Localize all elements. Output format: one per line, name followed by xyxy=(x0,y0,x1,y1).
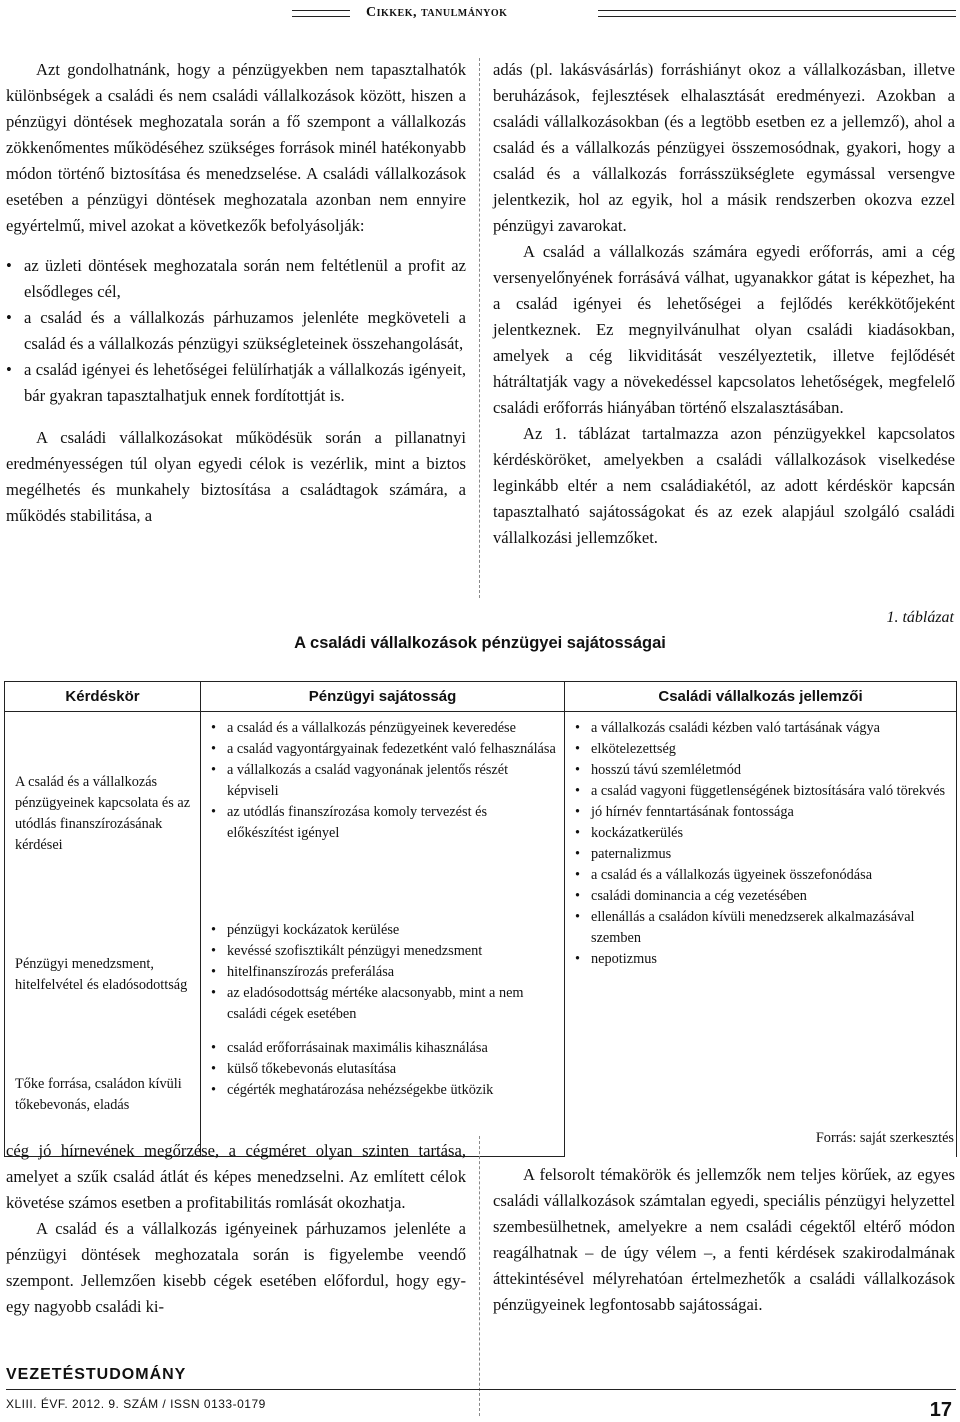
characteristic-item: • elkötelezettség xyxy=(591,739,948,760)
journal-name: VEZETÉSTUDOMÁNY xyxy=(6,1366,187,1383)
feature-item: • a család vagyontárgyainak fedezetként való felhasználása xyxy=(227,739,556,760)
topic-cell: A család és a vállalkozás pénzügyeinek kapcsolata és az utódlás finanszírozásának kérdései xyxy=(5,712,201,917)
table-number: 1. táblázat xyxy=(886,609,954,626)
column-header: Családi vállalkozás jellemzői xyxy=(565,682,957,712)
characteristic-item: • hosszú távú szemléletmód xyxy=(591,760,948,781)
list-item: • a család és a vállalkozás párhuzamos jelenléte megköveteli a család és a vállalkozás pénzügyi szükségleteinek összehangolását, xyxy=(24,305,466,357)
feature-item: • család erőforrásainak maximális kihasználása xyxy=(227,1038,556,1059)
influence-list xyxy=(6,253,466,409)
column-header: Kérdéskör xyxy=(5,682,201,712)
left-column xyxy=(6,57,466,529)
bottom-left-paragraph-1: cég jó hírnevének megőrzése, a cégméret olyan szinten tartása, amelyet a szűk család átlát és képes menedzselni. Az említett célok követése számos esetben a profitabilitás romlását okozhatja. xyxy=(6,1141,466,1212)
characteristic-item: • kockázatkerülés xyxy=(591,823,948,844)
topic-cell: Tőke forrása, családon kívüli tőkebevonás, eladás xyxy=(5,1034,201,1157)
characteristic-item: • a család és a vállalkozás ügyeinek összefonódása xyxy=(591,865,948,886)
left-paragraph-2: A családi vállalkozásokat működésük során a pillanatnyi eredményességen túl olyan egyedi célok is vezérlik, mint a biztos megélhetés és munkahely biztosítása a családtagok számára, a működés stabilitása, a xyxy=(6,428,466,525)
column-header: Pénzügyi sajátosság xyxy=(201,682,565,712)
header-rule-left xyxy=(292,10,350,17)
feature-item: • az eladósodottság mértéke alacsonyabb, mint a nem családi cégek esetében xyxy=(227,983,556,1025)
feature-item: • a család és a vállalkozás pénzügyeinek keveredése xyxy=(227,718,556,739)
characteristic-item: • nepotizmus xyxy=(591,949,948,970)
footer-rule xyxy=(6,1389,956,1390)
header-rule-right xyxy=(598,10,956,17)
list-item: • a család igényei és lehetőségei felülírhatják a vállalkozás igényeit, bár gyakran tapasztalhatjuk ennek fordítottját is. xyxy=(24,357,466,409)
characteristic-item: • jó hírnév fenntartásának fontossága xyxy=(591,802,948,823)
right-paragraph-3: Az 1. táblázat tartalmazza azon pénzügyekkel kapcsolatos kérdésköröket, amelyekben a családi vállalkozások viselkedése leginkább eltér a nem családiakétól, az adott kérdéskör kapcsán tapasztalható sajátosságokat és az ezek alapjául szolgáló családi vállalkozási jellemzőket. xyxy=(493,424,955,547)
feature-item: • kevéssé szofisztikált pénzügyi menedzsment xyxy=(227,941,556,962)
bottom-left-column xyxy=(6,1138,466,1320)
characteristic-item: • családi dominancia a cég vezetésében xyxy=(591,886,948,907)
bottom-right-column xyxy=(493,1162,955,1318)
features-cell xyxy=(201,916,565,1034)
feature-item: • az utódlás finanszírozása komoly tervezést és előkészítést igényel xyxy=(227,802,556,844)
table-source: Forrás: saját szerkesztés xyxy=(815,1130,954,1146)
left-paragraph-1: Azt gondolhatnánk, hogy a pénzügyekben nem tapasztalhatók különbségek a családi és nem családi vállalkozások között, hiszen a pénzügyi döntések meghozatala során a fő szempont a vállalkozás zökkenőmentes működéséhez szükséges források minél hatékonyabb módon történő biztosítása és menedzselése. A családi vállalkozások esetében a pénzügyi döntések meghozatala azonban nem ennyire egyértelmű, mivel azokat a következők befolyásolják: xyxy=(6,60,466,235)
features-cell xyxy=(201,712,565,917)
topic-cell: Pénzügyi menedzsment, hitelfelvétel és eladósodottság xyxy=(5,916,201,1034)
right-column xyxy=(493,57,955,551)
table-header-row xyxy=(5,682,957,712)
table-title: A családi vállalkozások pénzügyei sajátosságai xyxy=(294,634,666,652)
running-header xyxy=(292,6,956,20)
characteristic-item: • a család vagyoni függetlenségének biztosítására való törekvés xyxy=(591,781,948,802)
feature-item: • külső tőkebevonás elutasítása xyxy=(227,1059,556,1080)
column-divider xyxy=(479,1136,480,1416)
feature-item: • pénzügyi kockázatok kerülése xyxy=(227,920,556,941)
feature-item: • cégérték meghatározása nehézségekbe ütközik xyxy=(227,1080,556,1101)
bottom-left-paragraph-2: A család és a vállalkozás igényeinek párhuzamos jelenléte a pénzügyi döntések meghozatala során is figyelembe veendő szempont. Jellemzően kisebb cégek esetében előfordul, hogy egy-egy nagyobb családi ki- xyxy=(6,1219,466,1316)
characteristic-item: • paternalizmus xyxy=(591,844,948,865)
issue-info: XLIII. ÉVF. 2012. 9. SZÁM / ISSN 0133-0179 xyxy=(6,1397,266,1411)
list-item: • az üzleti döntések meghozatala során nem feltétlenül a profit az elsődleges cél, xyxy=(24,253,466,305)
feature-item: • a vállalkozás a család vagyonának jelentős részét képviseli xyxy=(227,760,556,802)
bottom-right-paragraph-1: A felsorolt témakörök és jellemzők nem teljes körűek, az egyes családi vállalkozások számtalan egyedi, speciális pénzügyi helyzettel szembesülhetnek, amelyekre a nem családi cégektől eltérő módon reagálhatnak – de úgy vélem –, a fenti kérdések szakirodalmának áttekintésével mélyrehatóan értelmezhetők a családi vállalkozások pénzügyeinek legfontosabb sajátosságai. xyxy=(493,1165,955,1314)
finance-table xyxy=(4,681,957,1157)
table-row xyxy=(5,712,957,917)
characteristic-item: • a vállalkozás családi kézben való tartásának vágya xyxy=(591,718,948,739)
feature-item: • hitelfinanszírozás preferálása xyxy=(227,962,556,983)
right-paragraph-2: A család a vállalkozás számára egyedi erőforrás, ami a cég versenyelőnyének forrásává válhat, ugyanakkor gátat is képezhet, ha a család igényei és lehetőségei a fejlődés kerékkötőjeként jelentkeznek. Ez megnyilvánulhat olyan családi kiadásokban, amelyek a cég likviditását veszélyeztetik, illetve fejlődését hátráltatják vagy a növekedéssel kapcsolatos lehetőségek, megfelelő családi erőforrás hiányában történő elszalasztásában. xyxy=(493,242,955,417)
characteristic-item: • ellenállás a családon kívüli menedzserek alkalmazásával szemben xyxy=(591,907,948,949)
column-divider xyxy=(479,58,480,598)
right-paragraph-1: adás (pl. lakásvásárlás) forráshiányt okoz a vállalkozásban, illetve beruházások, fejlesztések elhalasztását eredményezi. Azokban a családi vállalkozásokban (és a legtöbb esetben ez a jellemző), ahol a család és a vállalkozás pénzügyei összemosódnak, gyakori, hogy a család és a vállalkozás forrásszükséglete egymással versengve jelentkezik, hol az egyik, hol a másik rendszerben okozva ezzel pénzügyi zavarokat. xyxy=(493,60,955,235)
characteristics-cell xyxy=(565,712,957,1157)
section-title: Cikkek, tanulmányok xyxy=(366,5,508,20)
page-number: 17 xyxy=(929,1399,952,1421)
